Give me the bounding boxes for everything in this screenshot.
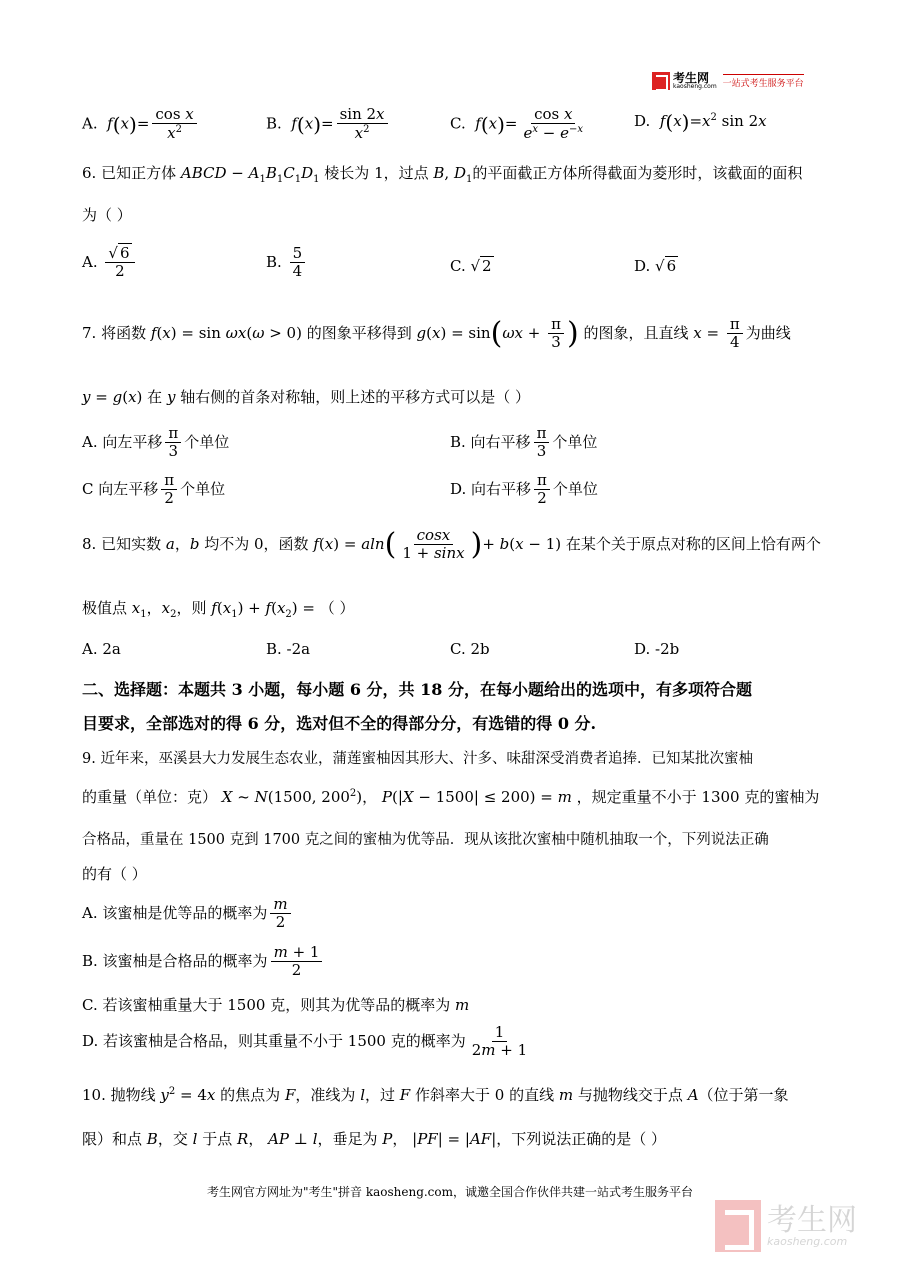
q6-option-b: B. $\frac{5}{4}$ (266, 245, 308, 281)
q7-option-d: D. 向右平移 $\frac{\pi}{2}$ 个单位 (450, 471, 598, 508)
q6-option-a: A. $\frac{√ 6}{2}$ (82, 245, 138, 281)
q9-option-c: C. 若该蜜柚重量大于 1500 克，则其为优等品的概率为 m (82, 996, 470, 1014)
q9-option-d: D. 若该蜜柚是合格品，则其重量不小于 1500 克的概率为 $\frac{1}{2m + 1}$ (82, 1023, 528, 1060)
header-logo (652, 72, 804, 90)
q6-stem-line1: 6. 已知正方体 ABCD − $A_1B_1C_1D_1$ 棱长为 1，过点 B, $D_1$的平面截正方体所得截面为菱形时，该截面的面积 (82, 164, 803, 185)
q8-option-b: B. -2a (266, 640, 311, 658)
section2-heading-line2: 目要求，全部选对的得 6 分，选对但不全的得部分分，有选错的得 0 分. (82, 714, 597, 733)
logo-text: 考生网 (673, 71, 710, 85)
q5-option-b: B. f(x)= $\frac{\sin 2x}{x^2}$ (266, 106, 391, 143)
watermark-text: 考生网 (767, 1202, 857, 1238)
logo-icon (652, 72, 670, 90)
q7-stem-line1: 7. 将函数 f(x) = sin ωx(ω > 0) 的图象平移得到 g(x) = sin(ωx + $\frac{\pi}{3}$ ) 的图象，且直线 x = $\frac{\pi}{4}$ 为曲线 (82, 315, 791, 352)
q7-option-b: B. 向右平移 $\frac{\pi}{3}$ 个单位 (450, 424, 598, 461)
q5-option-d: D. $f(x)=x^2$ sin 2x (634, 110, 767, 134)
q9-stem-line1: 9. 近年来，巫溪县大力发展生态农业，蒲莲蜜柚因其形大、汁多、味甜深受消费者追捧．已知某批次蜜柚 (82, 751, 753, 767)
q8-option-a: A. 2a (82, 640, 121, 658)
q6-stem-line2: 为（ ） (82, 206, 132, 224)
q10-stem-line1: 10. 抛物线 $y^2 = 4x$ 的焦点为 F，准线为 l，过 F 作斜率大于 0 的直线 m 与抛物线交于点 A（位于第一象 (82, 1086, 789, 1104)
q7-option-a: A. 向左平移 $\frac{\pi}{3}$ 个单位 (82, 424, 230, 461)
logo-sub: kaosheng.com (673, 83, 717, 90)
q9-stem-line3: 合格品，重量在 1500 克到 1700 克之间的蜜柚为优等品．现从该批次蜜柚中随机抽取一个，下列说法正确 (82, 832, 769, 848)
q9-option-a: A. 该蜜柚是优等品的概率为 $\frac{m}{2}$ (82, 896, 294, 932)
q8-stem-line1: 8. 已知实数 a，b 均不为 0，函数 f(x) = aln( $\frac{\cos x}{1 + \sin x}$ )+ b(x − 1) 在某个关于原点对称的区间上恰有两个 (82, 526, 821, 563)
watermark-sub: kaosheng.com (767, 1234, 848, 1248)
q5-option-c: C. f(x)= $\frac{\text{cos x}}{e^x - e^{-x}}$ (450, 105, 584, 143)
watermark-logo-icon (715, 1200, 761, 1252)
q6-option-d: D. √ 6 (634, 257, 677, 275)
q8-stem-line2: 极值点 $x_1$，$x_2$，则 $f(x_1) + f(x_2)$ = （ ） (82, 599, 355, 620)
footer-text: 考生网官方网址为"考生"拼音 kaosheng.com，诚邀全国合作伙伴共建一站式考生服务平台 (206, 1185, 694, 1199)
q6-option-c: C. √ 2 (450, 257, 492, 275)
q9-stem-line2: 的重量（单位：克） X ~ N(1500, $200^2$)， P(|X − 1500| ≤ 200) = m ，规定重量不小于 1300 克的蜜柚为 (82, 788, 820, 806)
q7-option-c: C 向左平移 $\frac{\pi}{2}$ 个单位 (82, 471, 226, 508)
q8-option-d: D. -2b (634, 640, 680, 658)
q9-option-b: B. 该蜜柚是合格品的概率为 $\frac{m + 1}{2}$ (82, 944, 325, 980)
q9-stem-line4: 的有（ ） (82, 865, 147, 883)
footer-watermark (715, 1200, 857, 1252)
q10-stem-line2: 限）和点 B，交 l 于点 R， AP ⊥ l，垂足为 P， |PF| = |AF|，下列说法正确的是（ ） (82, 1130, 667, 1148)
q5-option-a: A. f(x)= $\frac{\text{cos x}}{x^2}$ (82, 106, 200, 143)
q7-stem-line2: y = g(x) 在 y 轴右侧的首条对称轴，则上述的平移方式可以是（ ） (82, 388, 530, 406)
q8-option-c: C. 2b (450, 640, 490, 658)
section2-heading-line1: 二、选择题：本题共 3 小题，每小题 6 分，共 18 分，在每小题给出的选项中，有多项符合题 (82, 680, 752, 699)
header-tagline: 一站式考生服务平台 (723, 74, 804, 89)
